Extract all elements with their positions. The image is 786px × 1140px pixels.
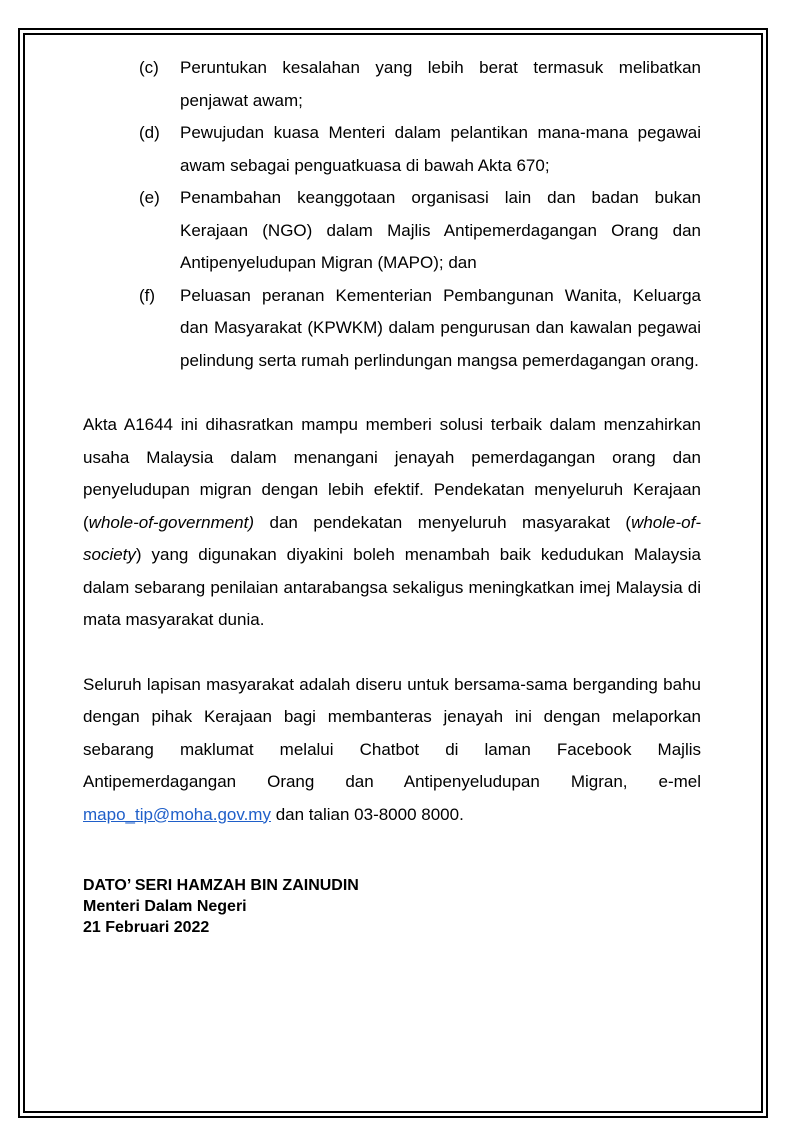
- signature-block: [83, 875, 701, 938]
- list-item-text: Peruntukan kesalahan yang lebih berat termasuk melibatkan penjawat awam;: [180, 58, 701, 110]
- signatory-name: DATO’ SERI HAMZAH BIN ZAINUDIN: [83, 877, 359, 894]
- signatory-position: Menteri Dalam Negeri: [83, 898, 247, 915]
- list-item-f: [83, 280, 701, 378]
- paragraph-text: ) yang digunakan diyakini boleh menambah baik kedudukan Malaysia dalam sebarang penilaian antarabangsa sekaligus meningkatkan imej Malaysia di mata masyarakat dunia.: [83, 545, 701, 629]
- list-item-e: [83, 182, 701, 280]
- amendment-list: [83, 52, 701, 377]
- list-item-text: Pewujudan kuasa Menteri dalam pelantikan mana-mana pegawai awam sebagai penguatkuasa di bawah Akta 670;: [180, 123, 701, 175]
- list-item-d: [83, 117, 701, 182]
- signature-date: 21 Februari 2022: [83, 919, 210, 936]
- list-item-text: Penambahan keanggotaan organisasi lain dan badan bukan Kerajaan (NGO) dalam Majlis Antipemerdagangan Orang dan Antipenyeludupan Migran (MAPO); dan: [180, 188, 701, 272]
- paragraph-act-purpose: [83, 409, 701, 637]
- document-body: [83, 52, 701, 938]
- list-marker: (e): [139, 188, 160, 207]
- paragraph-text: dan pendekatan menyeluruh masyarakat (: [254, 512, 632, 532]
- paragraph-text: dan talian 03-8000 8000.: [270, 804, 464, 824]
- list-marker: (d): [139, 123, 160, 142]
- list-marker: (f): [139, 285, 156, 305]
- list-item-c: [83, 52, 701, 117]
- list-item-text: Peluasan peranan Kementerian Pembangunan Wanita, Keluarga dan Masyarakat (KPWKM) dalam pengurusan dan kawalan pegawai pelindung serta rumah perlindungan mangsa pemerdagangan orang.: [180, 285, 701, 370]
- italic-term: whole-of-government): [88, 512, 255, 532]
- paragraph-public-call: [83, 669, 701, 832]
- email-link[interactable]: mapo_tip@moha.gov.my: [83, 804, 271, 824]
- italic-term: whole-of-society: [83, 512, 701, 564]
- list-marker: (c): [139, 58, 159, 77]
- paragraph-text: Seluruh lapisan masyarakat adalah diseru untuk bersama-sama berganding bahu dengan pihak Kerajaan bagi membanteras jenayah ini dengan melaporkan sebarang maklumat melalui Chatbot di laman Facebook Majlis Antipemerdagangan Orang dan Antipenyeludupan Migran, e-mel: [83, 674, 701, 791]
- paragraph-text: Akta A1644 ini dihasratkan mampu memberi solusi terbaik dalam menzahirkan usaha Malaysia dalam menangani jenayah pemerdagangan orang dan penyeludupan migran dengan lebih efektif. Pendekatan menyeluruh Kerajaan (: [83, 415, 701, 532]
